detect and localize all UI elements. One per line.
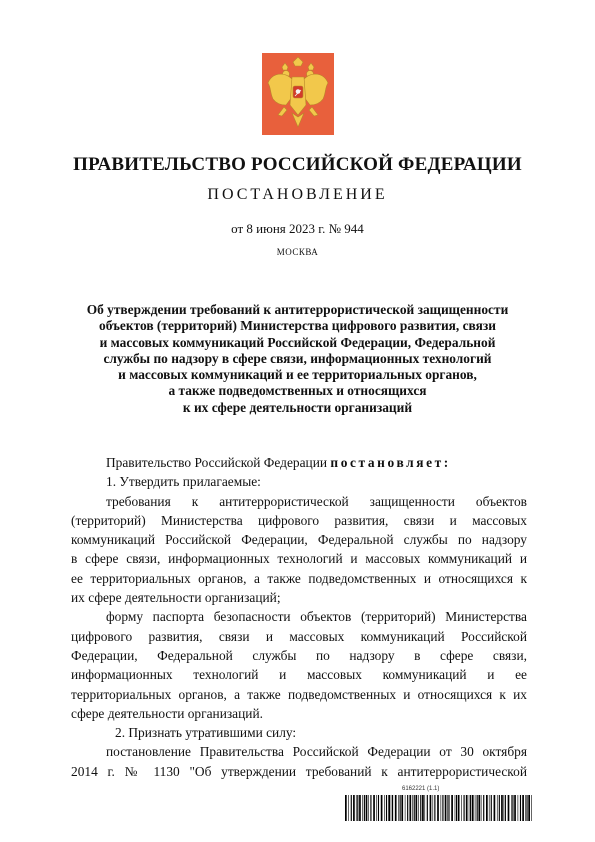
title-line: и массовых коммуникаций и ее территориальных органов, — [118, 367, 477, 383]
government-name: ПРАВИТЕЛЬСТВО РОССИЙСКОЙ ФЕДЕРАЦИИ — [73, 154, 522, 175]
body-line: ее территориальных органов, а также подведомственных и относящихся к — [71, 570, 527, 586]
body-line: 2014 г. № 1130 "Об утверждении требований к антитеррористической — [71, 763, 527, 779]
title-line: и массовых коммуникаций Российской Федерации, Федеральной — [99, 334, 496, 350]
title-line: объектов (территорий) Министерства цифрового развития, связи — [99, 318, 496, 334]
document-date-number: от 8 июня 2023 г. № 944 — [231, 221, 364, 236]
body-line: сфере деятельности организаций. — [71, 705, 263, 721]
document-body — [71, 453, 527, 781]
body-line: цифрового развития, связи и массовых коммуникаций Российской — [71, 628, 527, 644]
body-line: в сфере связи, информационных технологий и массовых коммуникаций и — [71, 551, 527, 567]
state-emblem — [262, 53, 334, 135]
document-title — [60, 302, 535, 416]
body-line: постановление Правительства Российской Федерации от 30 октября — [106, 744, 527, 760]
title-line: службы по надзору в сфере связи, информационных технологий — [103, 350, 492, 366]
body-line: коммуникаций Российской Федерации, Федеральной службы по надзору — [71, 532, 527, 548]
title-line: Об утверждении требований к антитеррористической защищенности — [86, 302, 509, 317]
intro-prefix: Правительство Российской Федерации — [106, 455, 331, 470]
barcode — [345, 795, 535, 821]
body-line: 1. Утвердить прилагаемые: — [106, 474, 261, 490]
intro-resolves: постановляет: — [330, 455, 451, 470]
body-line: территориальных органов, а также подведомственных и относящихся к их — [71, 686, 527, 702]
body-line: информационных технологий и массовых коммуникаций и ее — [71, 667, 527, 683]
intro-line — [71, 453, 527, 472]
document-city: МОСКВА — [276, 247, 319, 257]
body-line: 2. Признать утратившими силу: — [115, 725, 297, 741]
title-line: к их сфере деятельности организаций — [182, 399, 413, 415]
double-headed-eagle-icon — [262, 53, 334, 135]
body-line: (территорий) Министерства цифрового развития, связи и массовых — [71, 512, 527, 528]
title-line: а также подведомственных и относящихся — [168, 383, 427, 399]
body-line: форму паспорта безопасности объектов (территорий) Министерства — [106, 609, 527, 625]
barcode-label: 6162221 (1.1) — [402, 786, 440, 792]
body-line: требования к антитеррористической защищенности объектов — [106, 493, 527, 509]
document-type: ПОСТАНОВЛЕНИЕ — [207, 186, 388, 203]
body-line: их сфере деятельности организаций; — [71, 590, 281, 606]
body-line: Федерации, Федеральной службы по надзору в сфере связи, — [71, 647, 527, 663]
